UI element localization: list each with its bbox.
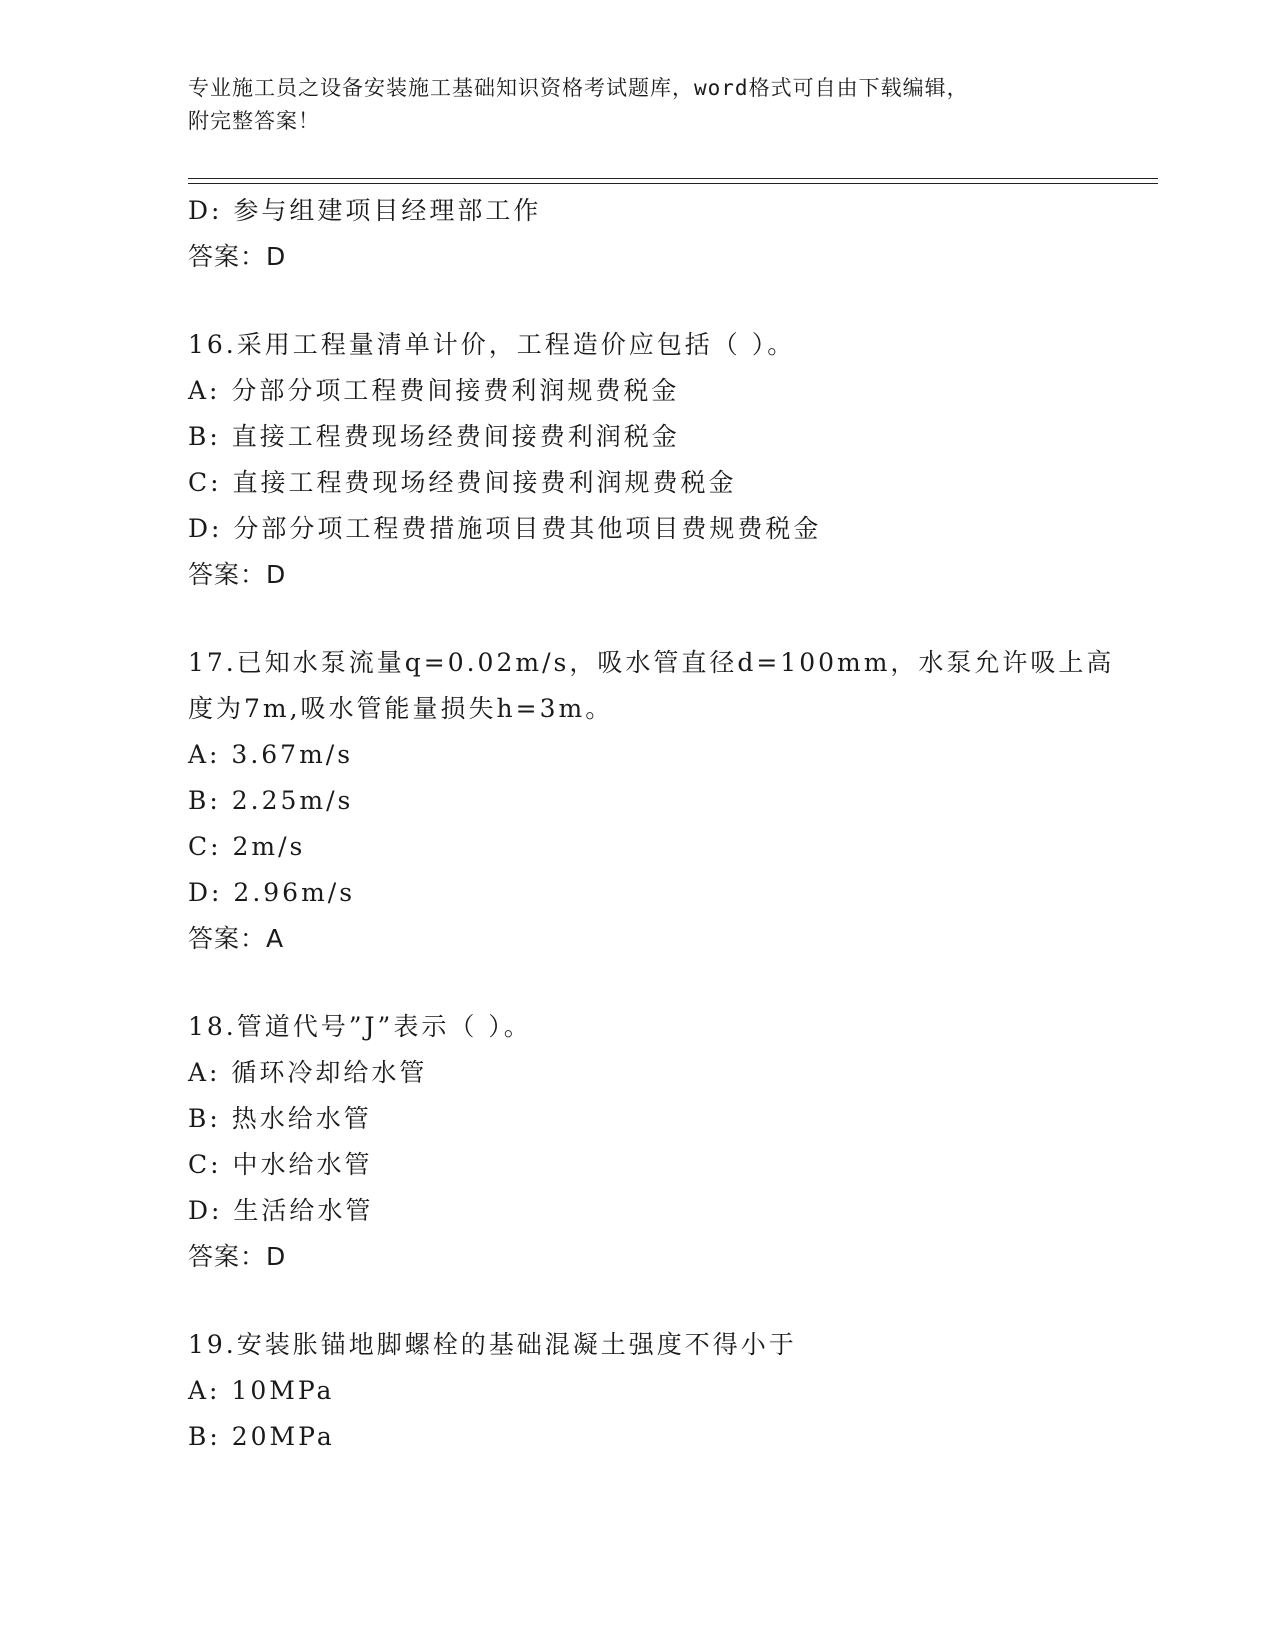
spacer — [188, 598, 1148, 640]
q16-answer: 答案：D — [188, 560, 287, 589]
q16-option-c: C: 直接工程费现场经费间接费利润规费税金 — [188, 468, 737, 497]
q16-option-a: A: 分部分项工程费间接费利润规费税金 — [188, 376, 680, 405]
prev-option-d: D: 参与组建项目经理部工作 — [188, 196, 542, 225]
q17-option-a: A: 3.67m/s — [188, 740, 354, 769]
q19-option-b: B: 20MPa — [188, 1422, 335, 1451]
q17-answer: 答案：A — [188, 924, 285, 953]
q17-option-c: C: 2m/s — [188, 832, 306, 861]
q16-option-d: D: 分部分项工程费措施项目费其他项目费规费税金 — [188, 514, 822, 543]
q17-option-d: D: 2.96m/s — [188, 878, 356, 907]
q17-option-b: B: 2.25m/s — [188, 786, 354, 815]
document-header — [188, 72, 1088, 138]
prev-answer: 答案：D — [188, 242, 287, 271]
question-16: 16.采用工程量清单计价，工程造价应包括（ ）。 — [188, 330, 796, 359]
header-line-1: 专业施工员之设备安装施工基础知识资格考试题库，word格式可自由下载编辑， — [188, 76, 969, 100]
question-17-line-1: 17.已知水泵流量q=0.02m/s，吸水管直径d=100mm，水泵允许吸上高 — [188, 648, 1115, 677]
spacer — [188, 280, 1148, 322]
q16-option-b: B: 直接工程费现场经费间接费利润税金 — [188, 422, 680, 451]
header-divider-bottom — [188, 183, 1158, 184]
header-line-2: 附完整答案！ — [188, 109, 320, 133]
q18-option-b: B: 热水给水管 — [188, 1104, 372, 1133]
document-body — [188, 188, 1148, 1460]
question-18: 18.管道代号”J”表示（ ）。 — [188, 1012, 532, 1041]
question-17-line-2: 度为7m,吸水管能量损失h=3m。 — [188, 694, 614, 723]
q18-option-a: A: 循环冷却给水管 — [188, 1058, 428, 1087]
q18-answer: 答案：D — [188, 1242, 287, 1271]
q18-option-d: D: 生活给水管 — [188, 1196, 374, 1225]
spacer — [188, 1280, 1148, 1322]
header-divider-top — [188, 178, 1158, 179]
spacer — [188, 962, 1148, 1004]
q19-option-a: A: 10MPa — [188, 1376, 335, 1405]
question-19: 19.安装胀锚地脚螺栓的基础混凝土强度不得小于 — [188, 1330, 797, 1359]
q18-option-c: C: 中水给水管 — [188, 1150, 373, 1179]
